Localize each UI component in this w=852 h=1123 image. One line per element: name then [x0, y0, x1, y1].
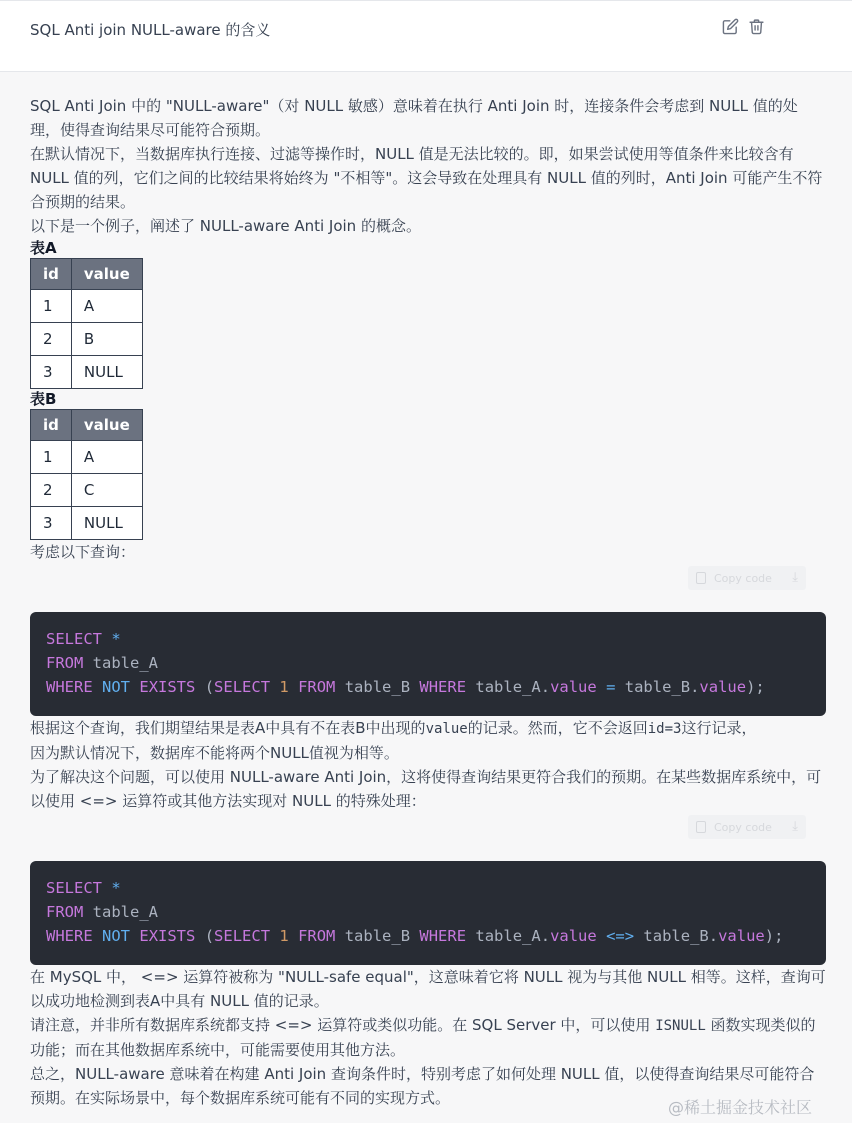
solution-paragraph: 为了解决这个问题，可以使用 NULL-aware Anti Join，这将使得查询结果更符合我们的预期。在某些数据库系统中，可以使用 <=> 运算符或其他方法实现对 NULL 的特殊处理： [30, 768, 822, 810]
code-token: value [550, 927, 597, 945]
table-row [31, 441, 143, 474]
code-token: FROM [46, 654, 84, 672]
table-b [30, 409, 143, 540]
intro-paragraph-3: 以下是一个例子，阐述了 NULL-aware Anti Join 的概念。 [30, 217, 421, 235]
table-row [31, 323, 143, 356]
code-token: SELECT [46, 630, 102, 648]
edit-icon[interactable] [720, 16, 740, 36]
table-row [31, 290, 143, 323]
table-a [30, 258, 143, 389]
code-token: table_B. [615, 678, 700, 696]
inline-code: value [425, 721, 468, 737]
code-token: SELECT [46, 879, 102, 897]
code-token: ); [746, 678, 765, 696]
column-header: id [31, 259, 72, 290]
code-token [102, 879, 111, 897]
table-header-row [31, 410, 143, 441]
code-token [102, 630, 111, 648]
code-token: <=> [606, 927, 635, 945]
code-token: ); [764, 927, 784, 945]
code-token: 1 [279, 678, 289, 696]
text-run: 根据这个查询，我们期望结果是表A中具有不在表B中出现的 [30, 719, 426, 737]
table-cell: 3 [31, 356, 72, 389]
table-cell: 3 [31, 507, 72, 540]
header-actions [720, 16, 766, 36]
code-token: SELECT [214, 927, 271, 945]
code-token: WHERE [419, 927, 467, 945]
outro-paragraph-1: 在 MySQL 中， <=> 运算符被称为 "NULL-safe equal"，这意味着它将 NULL 视为与其他 NULL 相等。这样，查询可以成功地检测到表A中具有 NULL 值的记录。 [30, 968, 826, 1010]
table-cell: B [71, 323, 142, 356]
code-token: table_B [335, 678, 420, 696]
table-cell: NULL [71, 507, 142, 540]
copy-code-label: Copy code [714, 820, 772, 834]
table-header-row [31, 259, 143, 290]
code-token: FROM [46, 903, 84, 921]
inline-code: ISNULL [655, 1018, 706, 1034]
table-row [31, 356, 143, 389]
code-token: NOT [102, 927, 131, 945]
code-token: 1 [279, 927, 289, 945]
code-token: ( [195, 927, 215, 945]
code-token: WHERE [419, 678, 467, 696]
watermark: @稀土掘金技术社区 [668, 1098, 813, 1117]
text-run: 的记录。然而，它不会返回 [467, 719, 648, 737]
table-row [31, 474, 143, 507]
code-token [597, 927, 606, 945]
table-cell: A [71, 441, 142, 474]
code-token: WHERE [46, 927, 93, 945]
table-cell: NULL [71, 356, 142, 389]
code-token: table_A [83, 654, 158, 672]
code-token: ( [195, 678, 215, 696]
outro-paragraph-2 [30, 1013, 826, 1062]
code-block-1[interactable] [30, 612, 826, 716]
code-toolbar [30, 564, 826, 612]
consider-text: 考虑以下查询： [30, 543, 136, 561]
table-cell: C [71, 474, 142, 507]
code-token: table_A [83, 903, 158, 921]
table-cell: A [71, 290, 142, 323]
column-header: value [71, 410, 142, 441]
code-token: table_A. [466, 678, 551, 696]
code-block-2[interactable] [30, 861, 826, 965]
table-cell: 2 [31, 474, 72, 507]
inline-code: id=3 [647, 721, 682, 737]
table-cell: 1 [31, 290, 72, 323]
table-b-label: 表B [30, 390, 57, 408]
code-token: FROM [298, 927, 336, 945]
result-paragraph-line-1 [30, 716, 826, 741]
code-token: EXISTS [139, 678, 196, 696]
download-icon: ⤓ [792, 570, 798, 585]
code-token: WHERE [46, 678, 93, 696]
code-toolbar [30, 813, 826, 861]
text-run: 这行记录， [681, 719, 757, 737]
code-token: = [606, 678, 616, 696]
trash-icon[interactable] [746, 16, 766, 36]
code-token: * [111, 630, 121, 648]
code-token: NOT [102, 678, 131, 696]
code-token: table_B. [634, 927, 719, 945]
clipboard-icon [696, 821, 706, 833]
copy-code-button[interactable] [688, 815, 806, 839]
column-header: value [71, 259, 142, 290]
text-run: 请注意，并非所有数据库系统都支持 <=> 运算符或类似功能。在 SQL Server 中，可以使用 [30, 1016, 656, 1034]
intro-paragraph-2: 在默认情况下，当数据库执行连接、过滤等操作时，NULL 值是无法比较的。即，如果尝试使用等值条件来比较含有 NULL 值的列，它们之间的比较结果将始终为 "不相等"。这会导致在处理具有 NULL 值的列时，Anti Join 可能产生不符合预期的结果。 [30, 145, 823, 211]
outro-paragraph-3: 总之，NULL-aware 意味着在构建 Anti Join 查询条件时，特别考虑了如何处理 NULL 值，以使得查询结果尽可能符合预期。在实际场景中，每个数据库系统可能有不同的实现方式。 [30, 1065, 815, 1107]
table-row [31, 507, 143, 540]
download-icon: ⤓ [792, 819, 798, 834]
copy-code-button[interactable] [688, 566, 806, 590]
table-cell: 1 [31, 441, 72, 474]
table-cell: 2 [31, 323, 72, 356]
code-token: FROM [298, 678, 336, 696]
table-a-label: 表A [30, 239, 57, 257]
code-token: value [718, 927, 765, 945]
code-token: EXISTS [139, 927, 196, 945]
copy-code-label: Copy code [714, 571, 772, 585]
conversation-header [0, 0, 852, 72]
code-token: SELECT [214, 678, 271, 696]
assistant-message [30, 94, 826, 1110]
code-token: * [111, 879, 121, 897]
code-token: table_B [335, 927, 420, 945]
code-token [597, 678, 606, 696]
code-token: value [699, 678, 747, 696]
column-header: id [31, 410, 72, 441]
conversation-title: SQL Anti join NULL-aware 的含义 [30, 21, 271, 39]
clipboard-icon [696, 572, 706, 584]
code-token: value [550, 678, 597, 696]
text-run: 函数实现类似的功能；而在其他数据库系统中，可能需要使用其他方法。 [30, 1016, 816, 1059]
intro-paragraph-1: SQL Anti Join 中的 "NULL-aware"（对 NULL 敏感）意味着在执行 Anti Join 时，连接条件会考虑到 NULL 值的处理，使得查询结果尽可能符合预期。 [30, 97, 798, 139]
code-token: table_A. [466, 927, 551, 945]
result-paragraph-line-2: 因为默认情况下，数据库不能将两个NULL值视为相等。 [30, 744, 399, 762]
